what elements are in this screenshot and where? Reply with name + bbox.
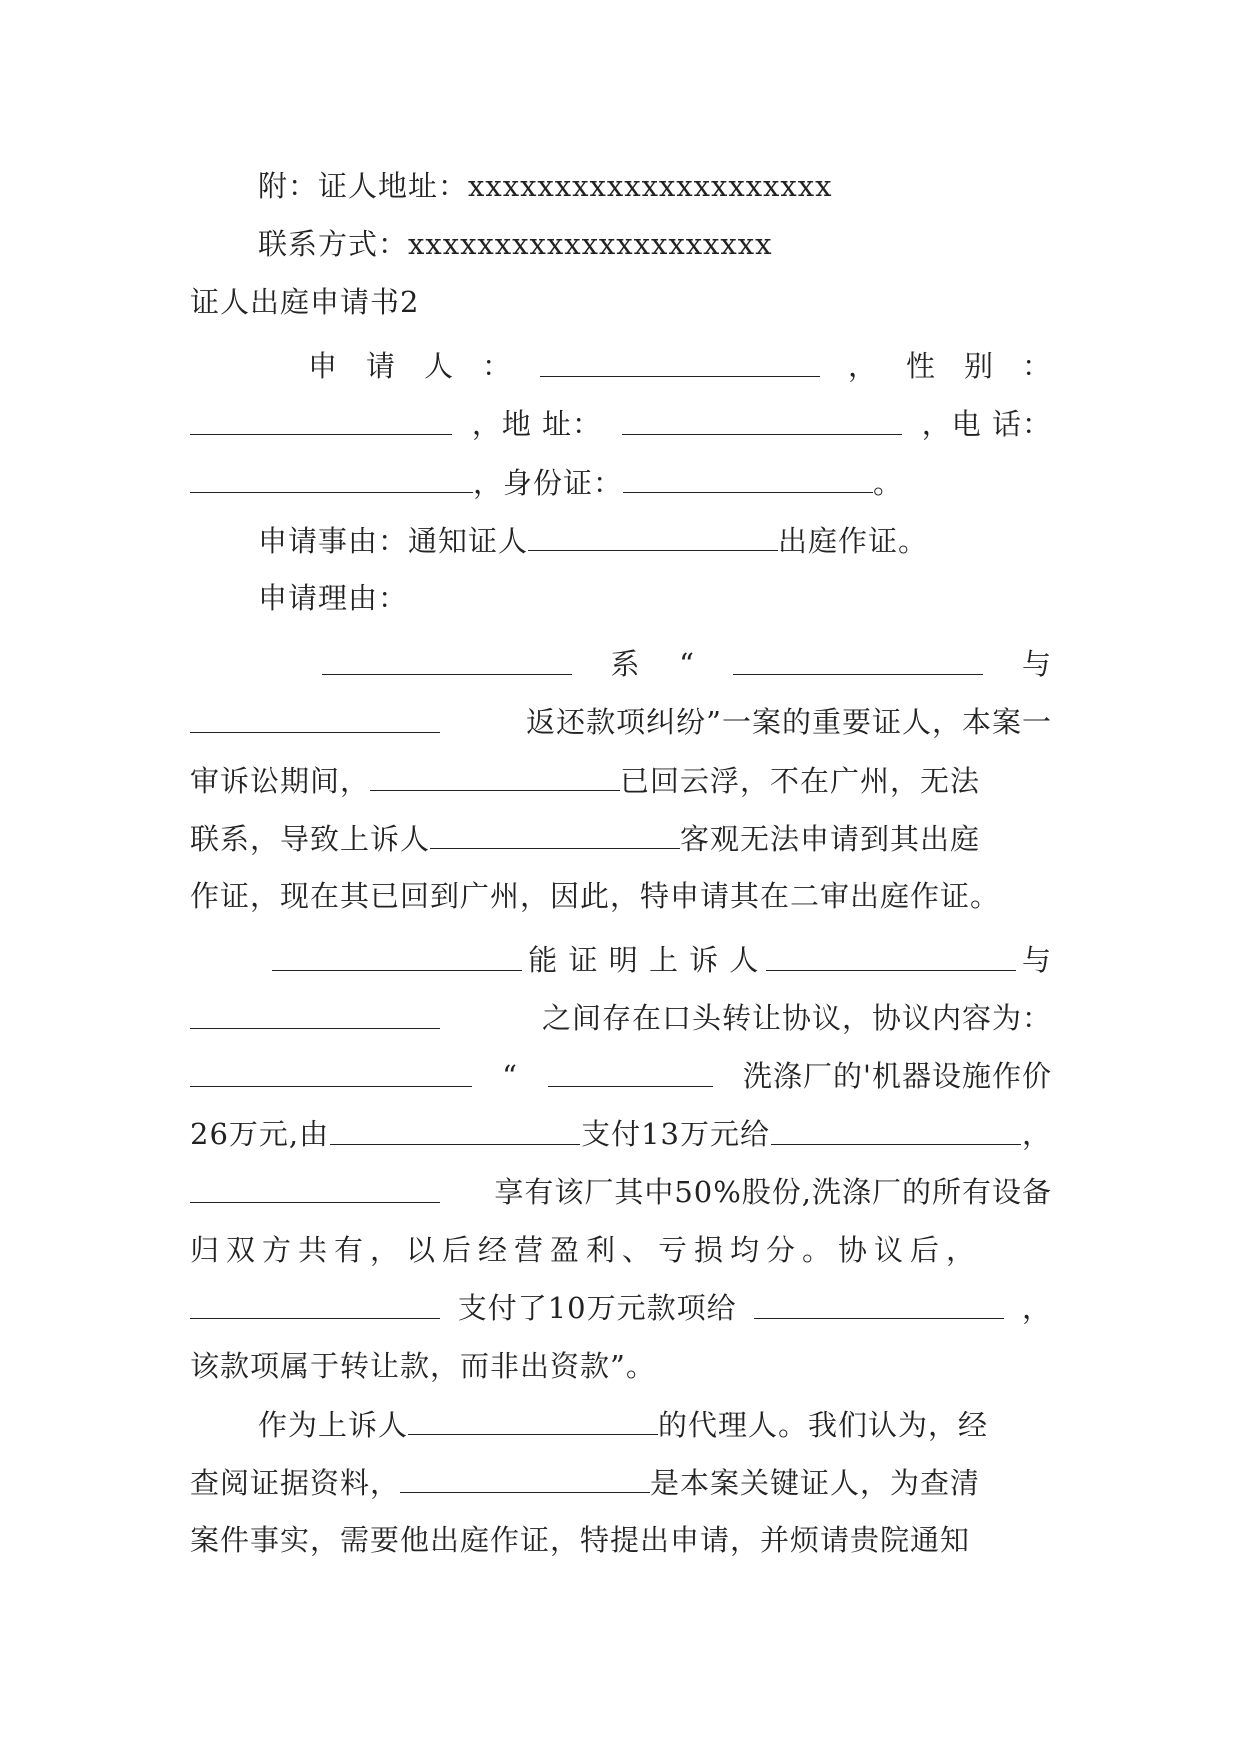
- blank-field: [754, 1288, 1004, 1319]
- id-line: ，身份证： 。: [190, 462, 1052, 503]
- blank-field: [408, 1404, 658, 1435]
- blank-field: [430, 818, 680, 849]
- blank-field: [766, 940, 1016, 971]
- p2-line-7: 支付了10万元款项给 ，: [190, 1288, 1052, 1328]
- p1-line-4: 联系，导致上诉人 客观无法申请到其出庭: [190, 818, 1052, 859]
- p1-line-2: 返还款项纠纷”一案的重要证人，本案一: [190, 702, 1052, 742]
- applicant-line: 申 请 人 ： ， 性 别 ：: [308, 346, 1052, 386]
- blank-field: [190, 1172, 440, 1203]
- witness-address-line: [258, 166, 1052, 206]
- witness-address-value: xxxxxxxxxxxxxxxxxxxxx: [468, 169, 833, 203]
- p3-line-1: 作为上诉人 的代理人。我们认为，经: [258, 1404, 1052, 1445]
- blank-field: [272, 940, 522, 971]
- blank-field: [400, 1462, 650, 1493]
- blank-field: [540, 346, 820, 377]
- blank-field: [370, 760, 620, 791]
- blank-field: [190, 1056, 472, 1087]
- p1-line-3: 审诉讼期间， 已回云浮，不在广州，无法: [190, 760, 1052, 801]
- p1-line-5: 作证，现在其已回到广州，因此，特申请其在二审出庭作证。: [190, 879, 1001, 913]
- blank-field: [190, 702, 440, 733]
- blank-field: [548, 1056, 713, 1087]
- blank-field: [528, 520, 778, 551]
- p1-line-1: 系 “ 与: [322, 644, 1052, 684]
- blank-field: [622, 404, 902, 435]
- p2-line-3: “ 洗涤厂的'机器设施作价: [190, 1056, 1052, 1096]
- grounds-heading: 申请理由：: [258, 581, 409, 615]
- contact-value: xxxxxxxxxxxxxxxxxxxxx: [408, 227, 773, 261]
- p2-line-4: 26万元,由 支付13万元给 ，: [190, 1114, 1052, 1154]
- blank-field: [733, 644, 983, 675]
- blank-field: [190, 404, 452, 435]
- blank-field: [771, 1114, 1021, 1145]
- blank-field: [322, 644, 572, 675]
- reason-line: 申请事由：通知证人 出庭作证。: [258, 520, 1052, 561]
- p2-line-8: 该款项属于转让款，而非出资款”。: [190, 1349, 656, 1383]
- document-title: 证人出庭申请书2: [190, 285, 420, 319]
- contact-label: 联系方式：: [258, 227, 409, 261]
- blank-field: [330, 1114, 580, 1145]
- p2-line-2: 之间存在口头转让协议，协议内容为：: [190, 998, 1052, 1038]
- blank-field: [190, 998, 440, 1029]
- p2-line-5: 享有该厂其中50%股份,洗涤厂的所有设备: [190, 1172, 1052, 1212]
- blank-field: [190, 462, 473, 493]
- address-phone-line: ，地 址： ，电 话：: [190, 404, 1052, 444]
- p2-line-6: 归双方共有，以后经营盈利、亏损均分。协议后，: [190, 1233, 983, 1267]
- blank-field: [190, 1288, 440, 1319]
- p2-line-1: 能 证 明 上 诉 人 与: [272, 940, 1052, 980]
- witness-address-label: 附：证人地址：: [258, 169, 469, 203]
- p3-line-3: 案件事实，需要他出庭作证，特提出申请，并烦请贵院通知: [190, 1523, 971, 1557]
- p3-line-2: 查阅证据资料， 是本案关键证人，为查清: [190, 1462, 1052, 1503]
- contact-line: [258, 224, 1052, 264]
- blank-field: [623, 462, 873, 493]
